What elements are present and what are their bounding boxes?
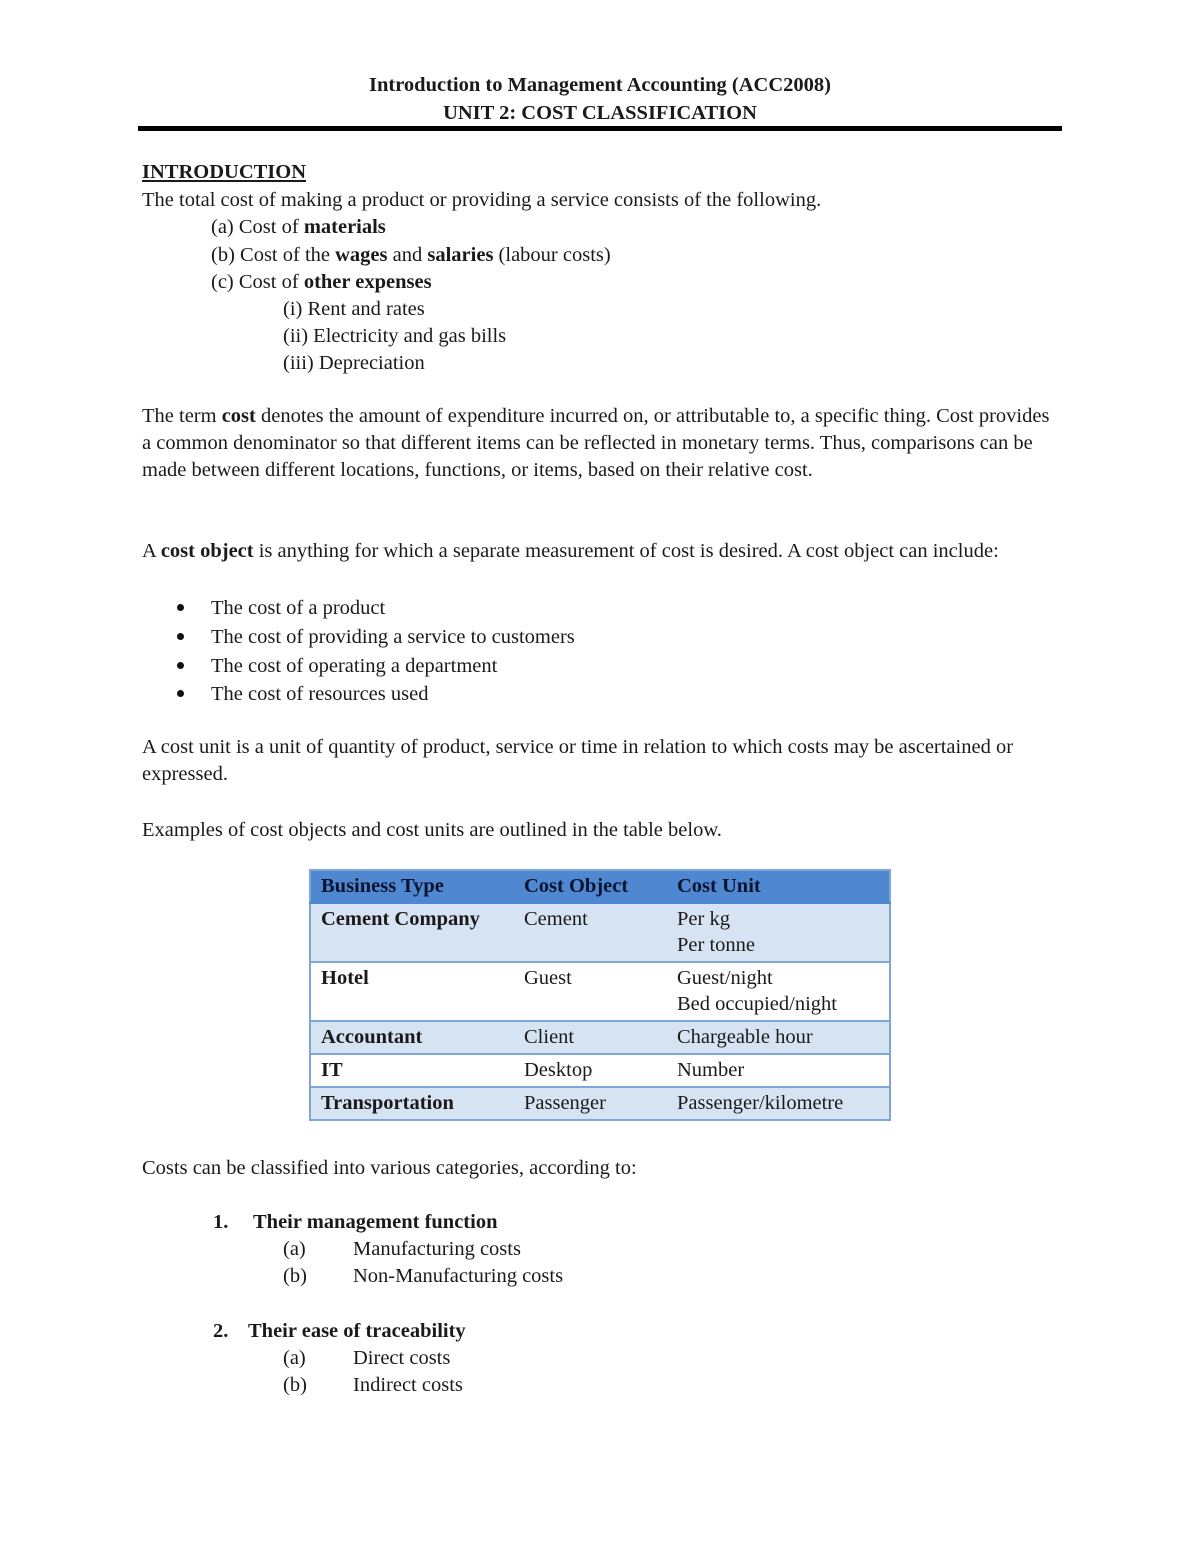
bullet-dot	[177, 633, 184, 640]
cell-business-type: Transportation	[310, 1087, 514, 1120]
table-row	[310, 1087, 890, 1120]
cost-unit-line: Per tonne	[677, 934, 755, 956]
cost-unit-paragraph: A cost unit is a unit of quantity of product, service or time in relation to which costs may be ascertained or expressed.	[142, 736, 1014, 785]
item-b-mid: and	[387, 244, 428, 266]
group-1-item-b-label: (b)	[283, 1265, 307, 1287]
course-title: Introduction to Management Accounting (ACC2008)	[368, 74, 831, 96]
item-b-bold2: salaries	[427, 244, 494, 266]
group-2-item-a-text: Direct costs	[353, 1347, 451, 1369]
cost-term-paragraph	[142, 403, 1062, 484]
group-1-title: Their management function	[253, 1211, 498, 1233]
item-b-bold: wages	[335, 244, 388, 266]
item-c-prefix: (c) Cost of	[211, 271, 304, 293]
item-a-prefix: (a) Cost of	[211, 216, 304, 238]
cell-cost-unit: Number	[667, 1054, 890, 1087]
group-2-title: Their ease of traceability	[248, 1320, 466, 1342]
group-1-item-b-text: Non-Manufacturing costs	[353, 1265, 564, 1287]
header-cost-unit: Cost Unit	[667, 870, 890, 903]
cell-cost-object: Passenger	[514, 1087, 667, 1120]
cell-cost-object: Desktop	[514, 1054, 667, 1087]
sub-item-iii: (iii) Depreciation	[283, 352, 425, 374]
cost-term-bold: cost	[221, 405, 256, 427]
cell-business-type: Hotel	[310, 962, 514, 1021]
cell-cost-unit: Chargeable hour	[667, 1021, 890, 1054]
cost-examples-table	[309, 869, 891, 1121]
cell-cost-unit	[667, 903, 890, 962]
item-a-bold: materials	[303, 216, 386, 238]
cost-object-prefix: A	[142, 540, 161, 562]
cost-object-bold: cost object	[160, 540, 254, 562]
bullet-item-4: The cost of resources used	[211, 683, 429, 705]
cost-term-rest: denotes the amount of expenditure incurred on, or attributable to, a specific thing. Cost provides a common denominator so that different items can be reflected in monetary terms. Thus, comparisons can be made between different locations, functions, or items, based on their relative cost.	[142, 405, 1050, 481]
table-row	[310, 1021, 890, 1054]
cost-object-paragraph	[142, 538, 1052, 565]
classification-intro: Costs can be classified into various categories, according to:	[142, 1157, 637, 1179]
cost-unit-line: Per kg	[677, 908, 730, 930]
group-2-item-b-label: (b)	[283, 1374, 307, 1396]
cost-object-rest: is anything for which a separate measurement of cost is desired. A cost object can include:	[253, 540, 999, 562]
group-2-item-b-text: Indirect costs	[353, 1374, 463, 1396]
table-row	[310, 962, 890, 1021]
table-row	[310, 903, 890, 962]
bullet-item-3: The cost of operating a department	[211, 655, 498, 677]
intro-item-b	[211, 245, 611, 266]
intro-item-c	[211, 272, 432, 293]
item-b-suffix: (labour costs)	[493, 244, 611, 266]
intro-lead: The total cost of making a product or providing a service consists of the following.	[142, 189, 822, 211]
group-1-item-a-label: (a)	[283, 1238, 306, 1260]
intro-item-a	[211, 217, 386, 238]
group-1-item-a-text: Manufacturing costs	[353, 1238, 521, 1260]
cell-business-type: Accountant	[310, 1021, 514, 1054]
group-2-item-a-label: (a)	[283, 1347, 306, 1369]
cell-cost-unit: Passenger/kilometre	[667, 1087, 890, 1120]
header-rule	[138, 126, 1062, 131]
intro-heading: INTRODUCTION	[142, 161, 307, 183]
examples-intro: Examples of cost objects and cost units are outlined in the table below.	[142, 819, 722, 841]
cell-cost-unit	[667, 962, 890, 1021]
item-b-prefix: (b) Cost of the	[211, 244, 336, 266]
cell-business-type: Cement Company	[310, 903, 514, 962]
cell-cost-object: Cement	[514, 903, 667, 962]
header-business-type: Business Type	[310, 870, 514, 903]
cell-business-type: IT	[310, 1054, 514, 1087]
sub-item-ii: (ii) Electricity and gas bills	[283, 325, 507, 347]
cost-unit-line: Guest/night	[677, 967, 773, 989]
bullet-dot	[177, 690, 184, 697]
unit-title: UNIT 2: COST CLASSIFICATION	[443, 102, 757, 124]
cell-cost-object: Guest	[514, 962, 667, 1021]
cost-term-prefix: The term	[142, 405, 222, 427]
bullet-item-2: The cost of providing a service to customers	[211, 626, 575, 648]
cell-cost-object: Client	[514, 1021, 667, 1054]
bullet-item-1: The cost of a product	[211, 597, 386, 619]
bullet-dot	[177, 604, 184, 611]
sub-item-i: (i) Rent and rates	[283, 298, 425, 320]
group-1-number: 1.	[213, 1211, 229, 1233]
bullet-dot	[177, 662, 184, 669]
header-cost-object: Cost Object	[514, 870, 667, 903]
cost-unit-line: Bed occupied/night	[677, 993, 837, 1015]
table-row	[310, 1054, 890, 1087]
item-c-bold: other expenses	[303, 271, 432, 293]
group-2-number: 2.	[213, 1320, 229, 1342]
table-header-row	[310, 870, 890, 903]
